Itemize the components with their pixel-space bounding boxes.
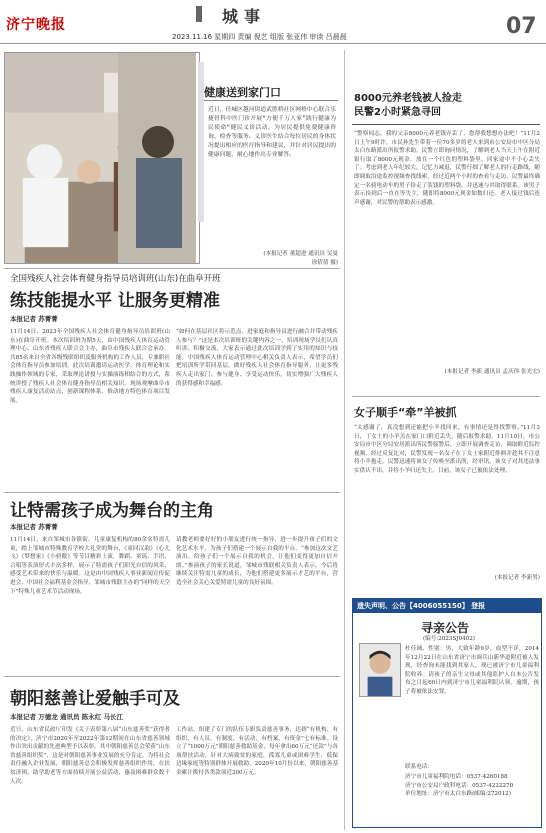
- notice-title: 寻亲公告: [421, 621, 470, 635]
- divider: [4, 268, 340, 269]
- notice-code: (编号:2023SJ0402): [423, 636, 475, 642]
- byline: 本报记者 苏菁菁: [10, 315, 58, 323]
- headline-stage: 让特需孩子成为舞台的主角: [10, 501, 214, 521]
- notice-box: [352, 598, 542, 828]
- photo-frame: [4, 52, 200, 264]
- newspaper-logo: 济宁晚报: [6, 17, 66, 33]
- divider: [352, 124, 540, 125]
- byline: 本报记者 苏菁菁: [10, 523, 58, 531]
- section-marker: [196, 6, 202, 22]
- story-charity-col2: 工作站，组建了专门的队伍专职负责慈善事务，达到“有机构、有组织、有人员、有制度、有活动、有档案、有资金”七有标准。设立了“1000万元”朝阳慈善救助基金，每年拿出60万元“还款”与各项帮扶活动，针对大病致贫的家庭、孤寡儿童或困难学生，低保边缘家庭等特别群体开展救助，2020年10月份以来，朝阳慈善基金累计拨付各类款项近200万元。: [176, 727, 338, 776]
- story-charity-col1: 近日，山东省民政厅印发《关于表彰第八届“山东慈善奖”获得者的决定》，济宁市2020年至2022年第12期间在山东省慈善领域作出突出贡献的先进典型予以表彰。其中朝阳慈善总会荣获“山东省慈善组织奖”，这是对朝阳慈善事业发展的充分肯定。为将社会责任融入企业发展，朝阳慈善总会积极发挥慈善组织作用，在扶贫济困、助学助老等方面持续开展公益活动，惠及困难群众数千人次。: [10, 727, 170, 785]
- section-title: 城事: [222, 7, 267, 26]
- divider: [4, 676, 340, 677]
- caption-body: 近日，任城区越河街道武胜桥社区网格中心联合乐捷骨科中医门诊开展“方便千万人家”践行健康为民使命“健民义诊活动，为居民提供免费健康咨询、检查等服务。义诊医生结合每位居民的身体状况提出相应的医疗指导和建议，并针对居民提出的健康问题，耐心地作出专业解答。: [208, 107, 336, 158]
- headline-sheep: 女子顺手“牵”羊被抓: [354, 406, 457, 419]
- notice-contact-title: 联系电话：: [405, 764, 433, 770]
- divider: [4, 492, 340, 493]
- divider: [352, 396, 540, 397]
- column-divider: [344, 50, 345, 830]
- page-number: 07: [506, 14, 537, 39]
- page-header: [0, 0, 546, 44]
- story-sheep-body: “太感谢了，真没想到还能把小羊找回来，有事情还是得找警察。”11月3日，丁女士的小羊羔在家门口附近丢失，随后报警求助。11月10日，市公安局市中区分局安居派出所民警接警后，立即开展调查走访，调取附近监控视频。经过反复比对，民警发现一名女子在丁女士家附近徘徊并趁其不注意将小羊抱走。民警迅速将该女子传唤至派出所，经审讯，该女子对其违法事实供认不讳，并将小羊归还失主。目前，该女子已被依法处理。: [354, 425, 540, 474]
- kicker: 全国残疾人社会体育健身指导员培训班(山东)在曲阜开班: [10, 274, 221, 284]
- story-pension-credit: (本报记者 李新 通讯员 孟庆伟 张光宏): [444, 369, 540, 375]
- divider: [204, 100, 338, 101]
- story-pension-body: “警察同志，我的父亲8000元养老钱弄丢了，您帮我想想办法吧！”11月2日上午9时许，市民孙先生带着一位70多岁的老人来到市公安局市中区分局太白东路派出所报警求助。民警立即询问情况，了解到老人当天上午在附近银行取了8000元现金，放在一个红色的塑料袋里，回家途中不小心丢失了。考虑到老人年纪较大，记忆力减退，民警仔细了解老人的行走路线，随即调取沿途监控视频查找线索。经过近两个小时的查看与走访，民警最终确定一名骑电动车的男子捡走了装钱的塑料袋，并迅速与其取得联系。该男子表示捡到后一直在等失主，随即将8000元现金如数归还。老人接过钱后连声感谢，对民警的帮助表示感激。: [354, 131, 540, 206]
- headline-charity: 朝阳慈善让爱触手可及: [10, 689, 180, 709]
- headline-pension: 8000元养老钱被人捡走 民警2小时紧急寻回: [354, 93, 462, 118]
- story-stage-col1: 11月14日，来自邹城市各镇街、儿童康复机构的80余名特需儿童，踏上邹城市特殊教育学校大礼堂的舞台，《童回汉韵》《心儿飞》《梦想家》《小骄傲》等节目精彩上演，舞蹈、童谣、手语、合唱等表演形式丰富多样，展示了特需孩子们阳光自信的风采，感受艺术带来的快乐与温暖。这是由中国残疾人事业新闻宣传促进会、中国社会福利基金会指导，邹城市残联主办的“同样的天空下”特殊儿童艺术节活动现场。: [10, 537, 170, 595]
- photo-credit: (本报记者 董超进 通讯员 吴曼 徐倩倩 摄): [263, 251, 338, 266]
- notice-header: 遗失声明、公告【4006055150】 登报: [353, 599, 541, 613]
- notice-body: 杜佳铖，性别：男，大致年龄9岁，血型不详，2014年12月22日在山东省济宁市调兵山新华道附近被人发现，经查询未能找到其家人。现已被济宁市儿童福利院收养。请孩子的亲生父母或其他监护人自本公告发布之日起60日内到济宁市儿童福利院认领。逾期，孩子将被依法安置。: [405, 646, 539, 695]
- edition-meta: 2023.11.16 星期四 责编 倪艺 组版 张亚伟 审读 吕晨晨: [172, 33, 347, 41]
- child-photo: [359, 643, 401, 697]
- story-stage-col2: 请教老师要好好的小朋友进行统一指导，进一步提升孩子们的文化艺术水平，为孩子们搭建一个展示自我的平台。“参加这次文艺演出，给孩子们一个展示自我的机会，让他们变得更加自信开朗。”参演孩子的家长说道。邹城市残联相关负责人表示，今后将继续关注特需儿童的成长，为他们搭建更多展示才艺的平台，营造全社会关心关爱特需儿童的良好氛围。: [176, 537, 338, 586]
- headline-training: 练技能提水平 让服务更精准: [10, 291, 220, 311]
- notice-contact: 济宁市儿童福利院电话：0537-4260188 济宁市公安局户政科电话：0537-4222270 单位地址：济宁市太白东路(邮编:272012): [405, 774, 514, 798]
- story-training-col1: 11月14日，2023年全国残疾人社会体育健身指导员培训班(山东)在曲阜开班。本次培训班为期5天，由中国残疾人体育运动管理中心、山东省残疾人联合会主办，曲阜市残疾人联合会承办。共85名来自全省各级残联组织及服务机构的工作人员、专兼职社会体育指导员参加培训。此次培训邀请运动医学、体育理论和实践操作领域的专家，采取理论讲授与实操演练相结合的方式，系统讲授了残疾人社会体育健身指导员相关知识。现场观摩曲阜市残疾人康复活动站点，创新课程体系，推动地方特色体育项目发展。: [10, 329, 170, 404]
- headline-health: 健康送到家门口: [204, 86, 281, 99]
- story-health-caption: [198, 52, 340, 264]
- story-sheep-credit: (本报记者 李新男): [494, 575, 540, 581]
- story-training-col2: “如何在基层社区将示范点、进家庭和指导员进行融合并带动残疾人参与？”这是本次培训班的关键内容之一。培训现场学员们认真听讲、积极交流，大家表示通过此次培训学到了实用的知识与技能。中国残疾人体育运动管理中心相关负责人表示，希望学员们把培训所学带回基层，做好残疾人社会体育指导服务，让更多残疾人走出家门、参与健身、享受运动快乐，切实增强广大残疾人的获得感和幸福感。: [176, 329, 338, 387]
- byline: 本报记者 万德龙 通讯员 陈永红 马长江: [10, 713, 124, 721]
